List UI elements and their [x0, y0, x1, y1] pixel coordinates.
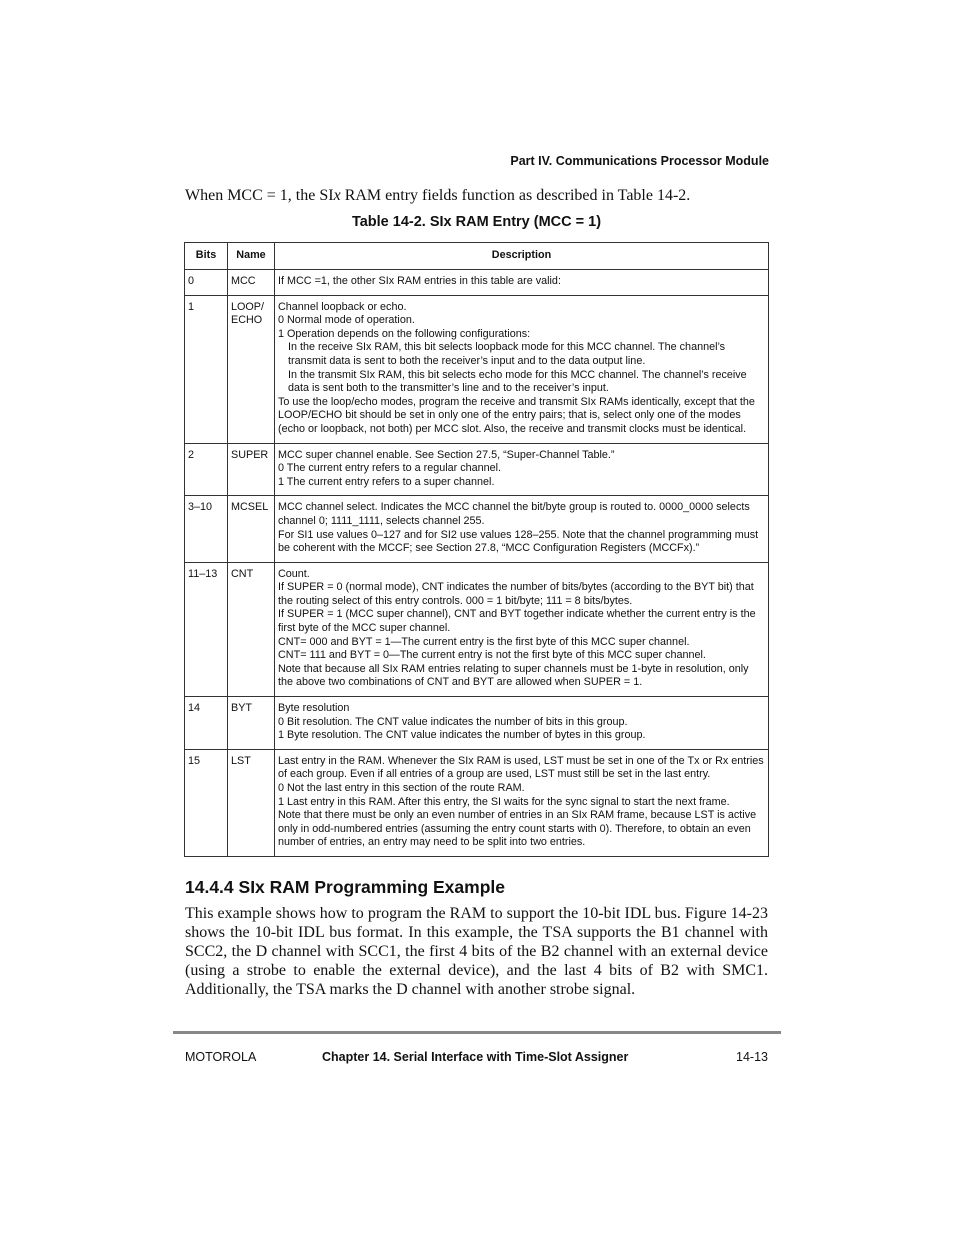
cell-description [275, 443, 769, 496]
table-row [185, 562, 769, 696]
description-line: Channel loopback or echo. [278, 300, 407, 313]
header-name: Name [228, 243, 275, 270]
cell-bits: 11–13 [185, 562, 228, 696]
cell-description [275, 496, 769, 562]
six-ram-entry-table [184, 242, 769, 857]
cell-bits: 15 [185, 749, 228, 856]
cell-description [275, 270, 769, 296]
description-line: MCC channel select. Indicates the MCC channel the bit/byte group is routed to. 0000_0000 selects channel 0; 1111_1111, selects channel 255. [278, 501, 750, 527]
table-row [185, 443, 769, 496]
section-heading: 14.4.4 SIx RAM Programming Example [185, 877, 505, 897]
description-line: 0 The current entry refers to a regular channel. [278, 462, 502, 475]
footer-chapter: Chapter 14. Serial Interface with Time-Slot Assigner [322, 1050, 629, 1064]
description-line: 1 Operation depends on the following configurations: [278, 327, 531, 340]
description-line: Count. [278, 567, 310, 580]
cell-description [275, 697, 769, 750]
table-row [185, 697, 769, 750]
description-line: 0 Not the last entry in this section of the route RAM. [278, 782, 525, 794]
running-header: Part IV. Communications Processor Module [510, 154, 769, 168]
cell-bits: 1 [185, 295, 228, 443]
description-line: 1 The current entry refers to a super channel. [278, 475, 495, 488]
cell-name: CNT [228, 562, 275, 696]
description-line: CNT= 000 and BYT = 1—The current entry is the first byte of this MCC super channel. [278, 635, 690, 648]
description-line: MCC super channel enable. See Section 27.5, “Super-Channel Table.” [278, 448, 615, 461]
description-line: If MCC =1, the other SIx RAM entries in this table are valid: [278, 275, 561, 287]
description-line: In the transmit SIx RAM, this bit selects echo mode for this MCC channel. The channel’s receive data is sent both to the transmitter’s line and to the receiver’s input. [288, 368, 747, 395]
cell-bits: 2 [185, 443, 228, 496]
table-row [185, 749, 769, 856]
table-header-row [185, 243, 769, 270]
cell-name: LST [228, 749, 275, 856]
cell-description [275, 562, 769, 696]
description-line: 1 Last entry in this RAM. After this entry, the SI waits for the sync signal to start the next frame. [278, 795, 730, 808]
header-bits: Bits [185, 243, 228, 270]
description-line: If SUPER = 0 (normal mode), CNT indicates the number of bits/bytes (according to the BYT bit) that the routing select of this entry controls. 000 = 1 bit/byte; 111 = 8 bits/bytes. [278, 581, 754, 607]
description-line: Last entry in the RAM. Whenever the SIx RAM is used, LST must be set in one of the Tx or Rx entries of each group. Even if all entries of a group are used, LST must still be set in the last entry. [278, 754, 764, 781]
section-paragraph: This example shows how to program the RAM to support the 10-bit IDL bus. Figure 14-23 shows the 10-bit IDL bus format. In this example, the TSA supports the B1 channel with SCC2, the D channel with SCC1, the first 4 bits of the B2 channel with an external device (using a strobe to enable the external device), and the last 4 bits of B2 with SMC1. Additionally, the TSA marks the D channel with another strobe signal. [185, 905, 768, 998]
cell-description [275, 295, 769, 443]
description-line: CNT= 111 and BYT = 0—The current entry is not the first byte of this MCC super channel. [278, 649, 706, 662]
footer-company: MOTOROLA [185, 1050, 257, 1064]
table-row [185, 270, 769, 296]
table-row [185, 295, 769, 443]
description-line: 0 Normal mode of operation. [278, 314, 415, 327]
cell-bits: 3–10 [185, 496, 228, 562]
table-caption: Table 14-2. SIx RAM Entry (MCC = 1) [351, 214, 602, 230]
intro-after: RAM entry fields function as described in Table 14-2. [340, 187, 691, 204]
cell-name: MCSEL [228, 496, 275, 562]
intro-sentence [185, 186, 770, 206]
cell-name: BYT [228, 697, 275, 750]
description-line: 0 Bit resolution. The CNT value indicates the number of bits in this group. [278, 715, 628, 728]
cell-description [275, 749, 769, 856]
header-description: Description [275, 243, 769, 270]
description-line: To use the loop/echo modes, program the receive and transmit SIx RAMs identically, except that the LOOP/ECHO bit should be set in only one of the entry pairs; that is, select only one of the modes (echo or loopback, not both) per MCC slot. Also, the receive and transmit clocks must be identical. [278, 395, 755, 435]
description-line: Note that because all SIx RAM entries relating to super channels must be 1-byte in resolution, only the above two combinations of CNT and BYT are allowed when SUPER = 1. [278, 662, 749, 689]
cell-bits: 14 [185, 697, 228, 750]
description-line: Note that there must be only an even number of entries in an SIx RAM frame, because LST is active only in odd-numbered entries (assuming the entry count starts with 0). Therefore, to obtain an even number of entries, an entry may need to be split into two entries. [278, 809, 757, 849]
intro-italic-x: x [333, 187, 341, 204]
cell-bits: 0 [185, 270, 228, 296]
footer-rule [173, 1031, 781, 1034]
description-line: Byte resolution [278, 702, 350, 715]
description-line: 1 Byte resolution. The CNT value indicates the number of bytes in this group. [278, 729, 646, 742]
footer-page-number: 14-13 [736, 1050, 768, 1064]
intro-before: When MCC = 1, the SI [185, 187, 334, 204]
cell-name: MCC [228, 270, 275, 296]
cell-name: LOOP/ ECHO [228, 295, 275, 443]
cell-name: SUPER [228, 443, 275, 496]
table-row [185, 496, 769, 562]
description-line: For SI1 use values 0–127 and for SI2 use values 128–255. Note that the channel programming must be coherent with the MCCF; see Section 27.8, “MCC Configuration Registers (MCCFx).” [278, 528, 759, 555]
description-line: In the receive SIx RAM, this bit selects loopback mode for this MCC channel. The channel’s transmit data is sent to both the receiver’s input and to the data output line. [288, 341, 726, 367]
table-body [185, 270, 769, 857]
description-line: If SUPER = 1 (MCC super channel), CNT and BYT together indicate whether the current entry is the first byte of the MCC super channel. [278, 608, 756, 635]
